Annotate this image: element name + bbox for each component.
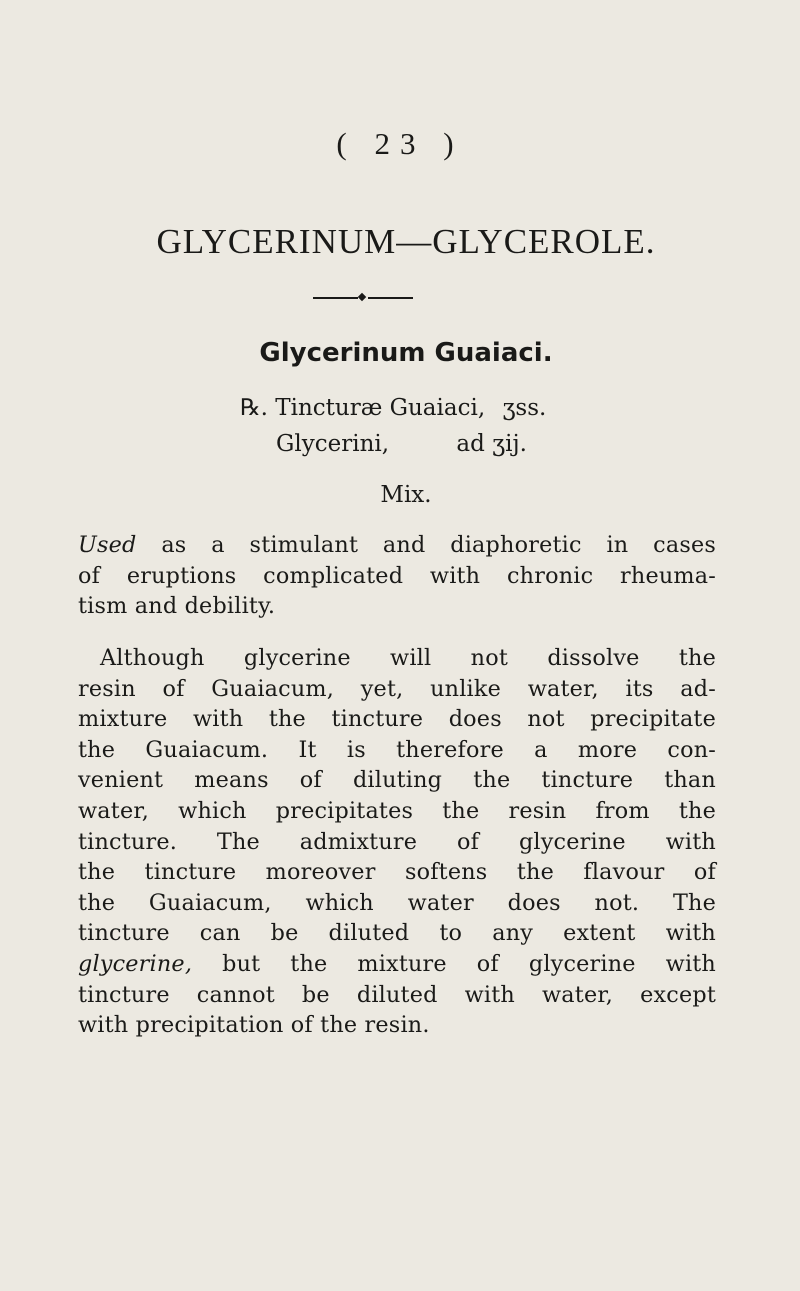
paragraph-line: water, which precipitates the resin from the	[78, 797, 716, 824]
prescription-line-1	[240, 390, 546, 426]
paragraph-line: with precipitation of the resin.	[78, 1012, 430, 1039]
section-heading: Glycerinum Guaiaci.	[259, 338, 553, 368]
ingredient-2: Glycerini,	[276, 431, 390, 457]
paragraph-line: resin of Guaiacum, yet, unlike water, its ad-	[78, 675, 716, 702]
quantity-1: ʒss.	[502, 395, 547, 421]
page-number: ( 23 )	[336, 126, 464, 161]
quantity-2: ad ʒij.	[456, 431, 527, 457]
paragraph-line: tincture cannot be diluted with water, except	[78, 981, 716, 1008]
paragraph-line	[78, 949, 716, 980]
prescription-line-2	[240, 426, 546, 462]
line-text: as a stimulant and diaphoretic in cases	[136, 532, 716, 558]
paragraph-line	[78, 530, 716, 561]
paragraph-line: of eruptions complicated with chronic rheuma-	[78, 562, 716, 589]
paragraph-line: tincture can be diluted to any extent with	[78, 920, 716, 947]
paragraph-line: mixture with the tincture does not precipitate	[78, 706, 716, 733]
ornamental-rule	[313, 294, 413, 302]
emphasis-text: Used	[78, 532, 137, 558]
paragraph-line: tism and debility.	[78, 593, 276, 620]
paragraph-line: venient means of diluting the tincture than	[78, 767, 716, 794]
paragraph-usage	[78, 530, 716, 622]
paragraph-line: the tincture moreover softens the flavour of	[78, 859, 716, 886]
emphasis-text: glycerine,	[78, 950, 193, 977]
paragraph-line: the Guaiacum. It is therefore a more con-	[78, 736, 716, 763]
paragraph-line: the Guaiacum, which water does not. The	[78, 889, 716, 916]
paragraph-line: Although glycerine will not dissolve the	[100, 645, 716, 671]
prescription	[240, 390, 546, 462]
paragraph-explanation	[78, 643, 716, 1041]
rx-symbol: ℞.	[240, 395, 268, 421]
line-text: but the mixture of glycerine with	[192, 950, 716, 977]
mix-instruction: Mix.	[380, 482, 432, 508]
ingredient-1: Tincturæ Guaiaci,	[275, 395, 486, 421]
paragraph-line: tincture. The admixture of glycerine with	[78, 828, 716, 855]
diamond-ornament-icon	[358, 293, 366, 301]
rule-left	[313, 297, 358, 299]
rule-right	[368, 297, 413, 299]
page-title: GLYCERINUM—GLYCEROLE.	[156, 222, 656, 261]
